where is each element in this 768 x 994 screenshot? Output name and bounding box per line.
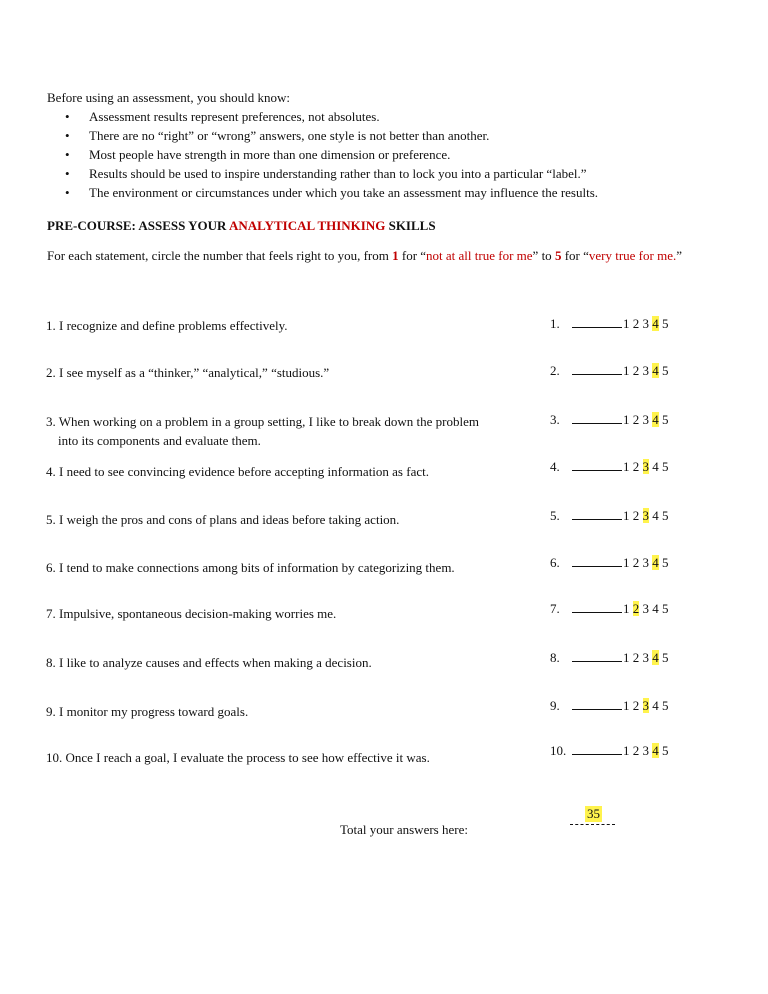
rating-option[interactable]: 4 <box>652 316 659 331</box>
rating-option[interactable]: 5 <box>662 698 669 713</box>
rating-option[interactable]: 2 <box>632 555 640 570</box>
rating-option[interactable]: 3 <box>642 508 649 523</box>
response-row <box>550 698 669 714</box>
rating-option[interactable]: 2 <box>632 459 640 474</box>
rating-option[interactable]: 1 <box>623 698 630 713</box>
rating-option[interactable]: 4 <box>652 743 659 758</box>
question-statement <box>46 604 516 623</box>
response-number: 6. <box>550 555 560 570</box>
rating-option[interactable]: 4 <box>652 508 659 523</box>
response-blank[interactable] <box>572 743 622 755</box>
response-number: 8. <box>550 650 560 665</box>
intro-bullet: • Assessment results represent preferences, not absolutes. <box>47 107 598 126</box>
rating-option[interactable]: 3 <box>642 698 649 713</box>
instr-part1: For each statement, circle the number that feels right to you, from <box>47 248 393 263</box>
rating-option[interactable]: 2 <box>632 508 640 523</box>
rating-option[interactable]: 2 <box>632 743 640 758</box>
instr-low-num: 1 <box>392 248 399 263</box>
question-statement <box>46 316 516 335</box>
response-row <box>550 316 669 332</box>
rating-option[interactable]: 1 <box>623 555 630 570</box>
question-text: 3. When working on a problem in a group setting, I like to break down the problem <box>46 414 479 429</box>
question-statement <box>46 653 516 672</box>
rating-option[interactable]: 1 <box>623 459 630 474</box>
rating-option[interactable]: 2 <box>632 601 640 616</box>
rating-option[interactable]: 4 <box>652 698 659 713</box>
rating-option[interactable]: 3 <box>642 412 649 427</box>
response-number: 2. <box>550 363 560 378</box>
response-blank[interactable] <box>572 508 622 520</box>
rating-option[interactable]: 5 <box>662 412 669 427</box>
rating-option[interactable]: 3 <box>642 743 649 758</box>
rating-option[interactable]: 5 <box>662 743 669 758</box>
intro-section <box>47 88 598 202</box>
response-blank[interactable] <box>572 601 622 613</box>
response-row <box>550 363 669 379</box>
rating-option[interactable]: 2 <box>632 316 640 331</box>
question-text: 8. I like to analyze causes and effects when making a decision. <box>46 655 372 670</box>
rating-option[interactable]: 1 <box>623 508 630 523</box>
rating-option[interactable]: 1 <box>623 316 630 331</box>
response-blank[interactable] <box>572 698 622 710</box>
rating-option[interactable]: 2 <box>632 650 640 665</box>
response-blank[interactable] <box>572 316 622 328</box>
intro-bullet: • There are no “right” or “wrong” answers, one style is not better than another. <box>47 126 598 145</box>
question-text: 2. I see myself as a “thinker,” “analytical,” “studious.” <box>46 365 330 380</box>
rating-option[interactable]: 3 <box>642 316 649 331</box>
rating-option[interactable]: 5 <box>662 555 669 570</box>
total-blank <box>570 824 615 825</box>
section-heading <box>47 218 436 234</box>
intro-bullet: • Results should be used to inspire understanding rather than to lock you into a particular “label.” <box>47 164 598 183</box>
rating-option[interactable]: 3 <box>642 555 649 570</box>
instr-part3: ” to <box>532 248 555 263</box>
rating-option[interactable]: 1 <box>623 363 630 378</box>
heading-prefix: PRE-COURSE: ASSESS YOUR <box>47 218 229 233</box>
instructions <box>47 248 682 264</box>
instr-part2: for “ <box>398 248 427 263</box>
rating-option[interactable]: 4 <box>652 555 659 570</box>
rating-option[interactable]: 1 <box>623 601 630 616</box>
question-text: 6. I tend to make connections among bits of information by categorizing them. <box>46 560 455 575</box>
rating-option[interactable]: 3 <box>642 459 649 474</box>
instr-low-text: not at all true for me <box>426 248 533 263</box>
question-text: 10. Once I reach a goal, I evaluate the process to see how effective it was. <box>46 750 430 765</box>
question-statement <box>46 363 516 382</box>
response-number: 5. <box>550 508 560 523</box>
rating-option[interactable]: 5 <box>662 459 669 474</box>
intro-bullet-list <box>47 107 598 202</box>
rating-option[interactable]: 2 <box>632 363 640 378</box>
response-blank[interactable] <box>572 412 622 424</box>
rating-option[interactable]: 1 <box>623 412 630 427</box>
rating-option[interactable]: 3 <box>642 650 649 665</box>
question-text: 7. Impulsive, spontaneous decision-making worries me. <box>46 606 337 621</box>
response-number: 4. <box>550 459 560 474</box>
instr-part5: ” <box>676 248 683 263</box>
intro-bullet: • The environment or circumstances under which you take an assessment may influence the results. <box>47 183 598 202</box>
rating-option[interactable]: 4 <box>652 601 659 616</box>
rating-option[interactable]: 1 <box>623 650 630 665</box>
response-row <box>550 743 669 759</box>
question-text: 9. I monitor my progress toward goals. <box>46 704 249 719</box>
question-text: 1. I recognize and define problems effectively. <box>46 318 288 333</box>
question-statement <box>46 702 516 721</box>
question-statement <box>46 558 516 577</box>
rating-option[interactable]: 4 <box>652 412 659 427</box>
rating-option[interactable]: 5 <box>662 363 669 378</box>
rating-option[interactable]: 5 <box>662 316 669 331</box>
rating-option[interactable]: 3 <box>642 363 649 378</box>
question-text-continued: into its components and evaluate them. <box>58 433 261 448</box>
rating-option[interactable]: 1 <box>623 743 630 758</box>
heading-suffix: SKILLS <box>385 218 436 233</box>
rating-option[interactable]: 5 <box>662 601 669 616</box>
question-text: 5. I weigh the pros and cons of plans and ideas before taking action. <box>46 512 400 527</box>
response-number: 7. <box>550 601 560 616</box>
response-blank[interactable] <box>572 363 622 375</box>
response-number: 10. <box>550 743 567 758</box>
instr-high-text: very true for me. <box>588 248 677 263</box>
question-statement <box>46 748 516 767</box>
response-row <box>550 601 669 617</box>
response-row <box>550 555 669 571</box>
intro-lead: Before using an assessment, you should know: <box>47 90 291 105</box>
total-label: Total your answers here: <box>340 822 468 837</box>
intro-bullet: • Most people have strength in more than one dimension or preference. <box>47 145 598 164</box>
rating-option[interactable]: 4 <box>652 363 659 378</box>
rating-option[interactable]: 4 <box>652 650 659 665</box>
question-statement <box>46 510 516 529</box>
response-number: 9. <box>550 698 560 713</box>
rating-option[interactable]: 2 <box>632 698 640 713</box>
response-row <box>550 650 669 666</box>
response-number: 3. <box>550 412 560 427</box>
response-number: 1. <box>550 316 560 331</box>
question-text: 4. I need to see convincing evidence before accepting information as fact. <box>46 464 429 479</box>
heading-highlight: ANALYTICAL THINKING <box>228 218 386 233</box>
question-statement <box>46 412 516 450</box>
response-blank[interactable] <box>572 650 622 662</box>
rating-option[interactable]: 4 <box>652 459 659 474</box>
rating-option[interactable]: 5 <box>662 650 669 665</box>
instr-high-num: 5 <box>554 248 562 263</box>
total-field[interactable] <box>570 806 615 828</box>
response-row <box>550 508 669 524</box>
question-statement <box>46 462 516 481</box>
rating-option[interactable]: 3 <box>642 601 649 616</box>
response-blank[interactable] <box>572 555 622 567</box>
response-row <box>550 459 669 475</box>
response-blank[interactable] <box>572 459 622 471</box>
rating-option[interactable]: 5 <box>662 508 669 523</box>
rating-option[interactable]: 2 <box>632 412 640 427</box>
instr-part4: for “ <box>561 248 589 263</box>
total-value: 35 <box>587 806 600 821</box>
response-row <box>550 412 669 428</box>
